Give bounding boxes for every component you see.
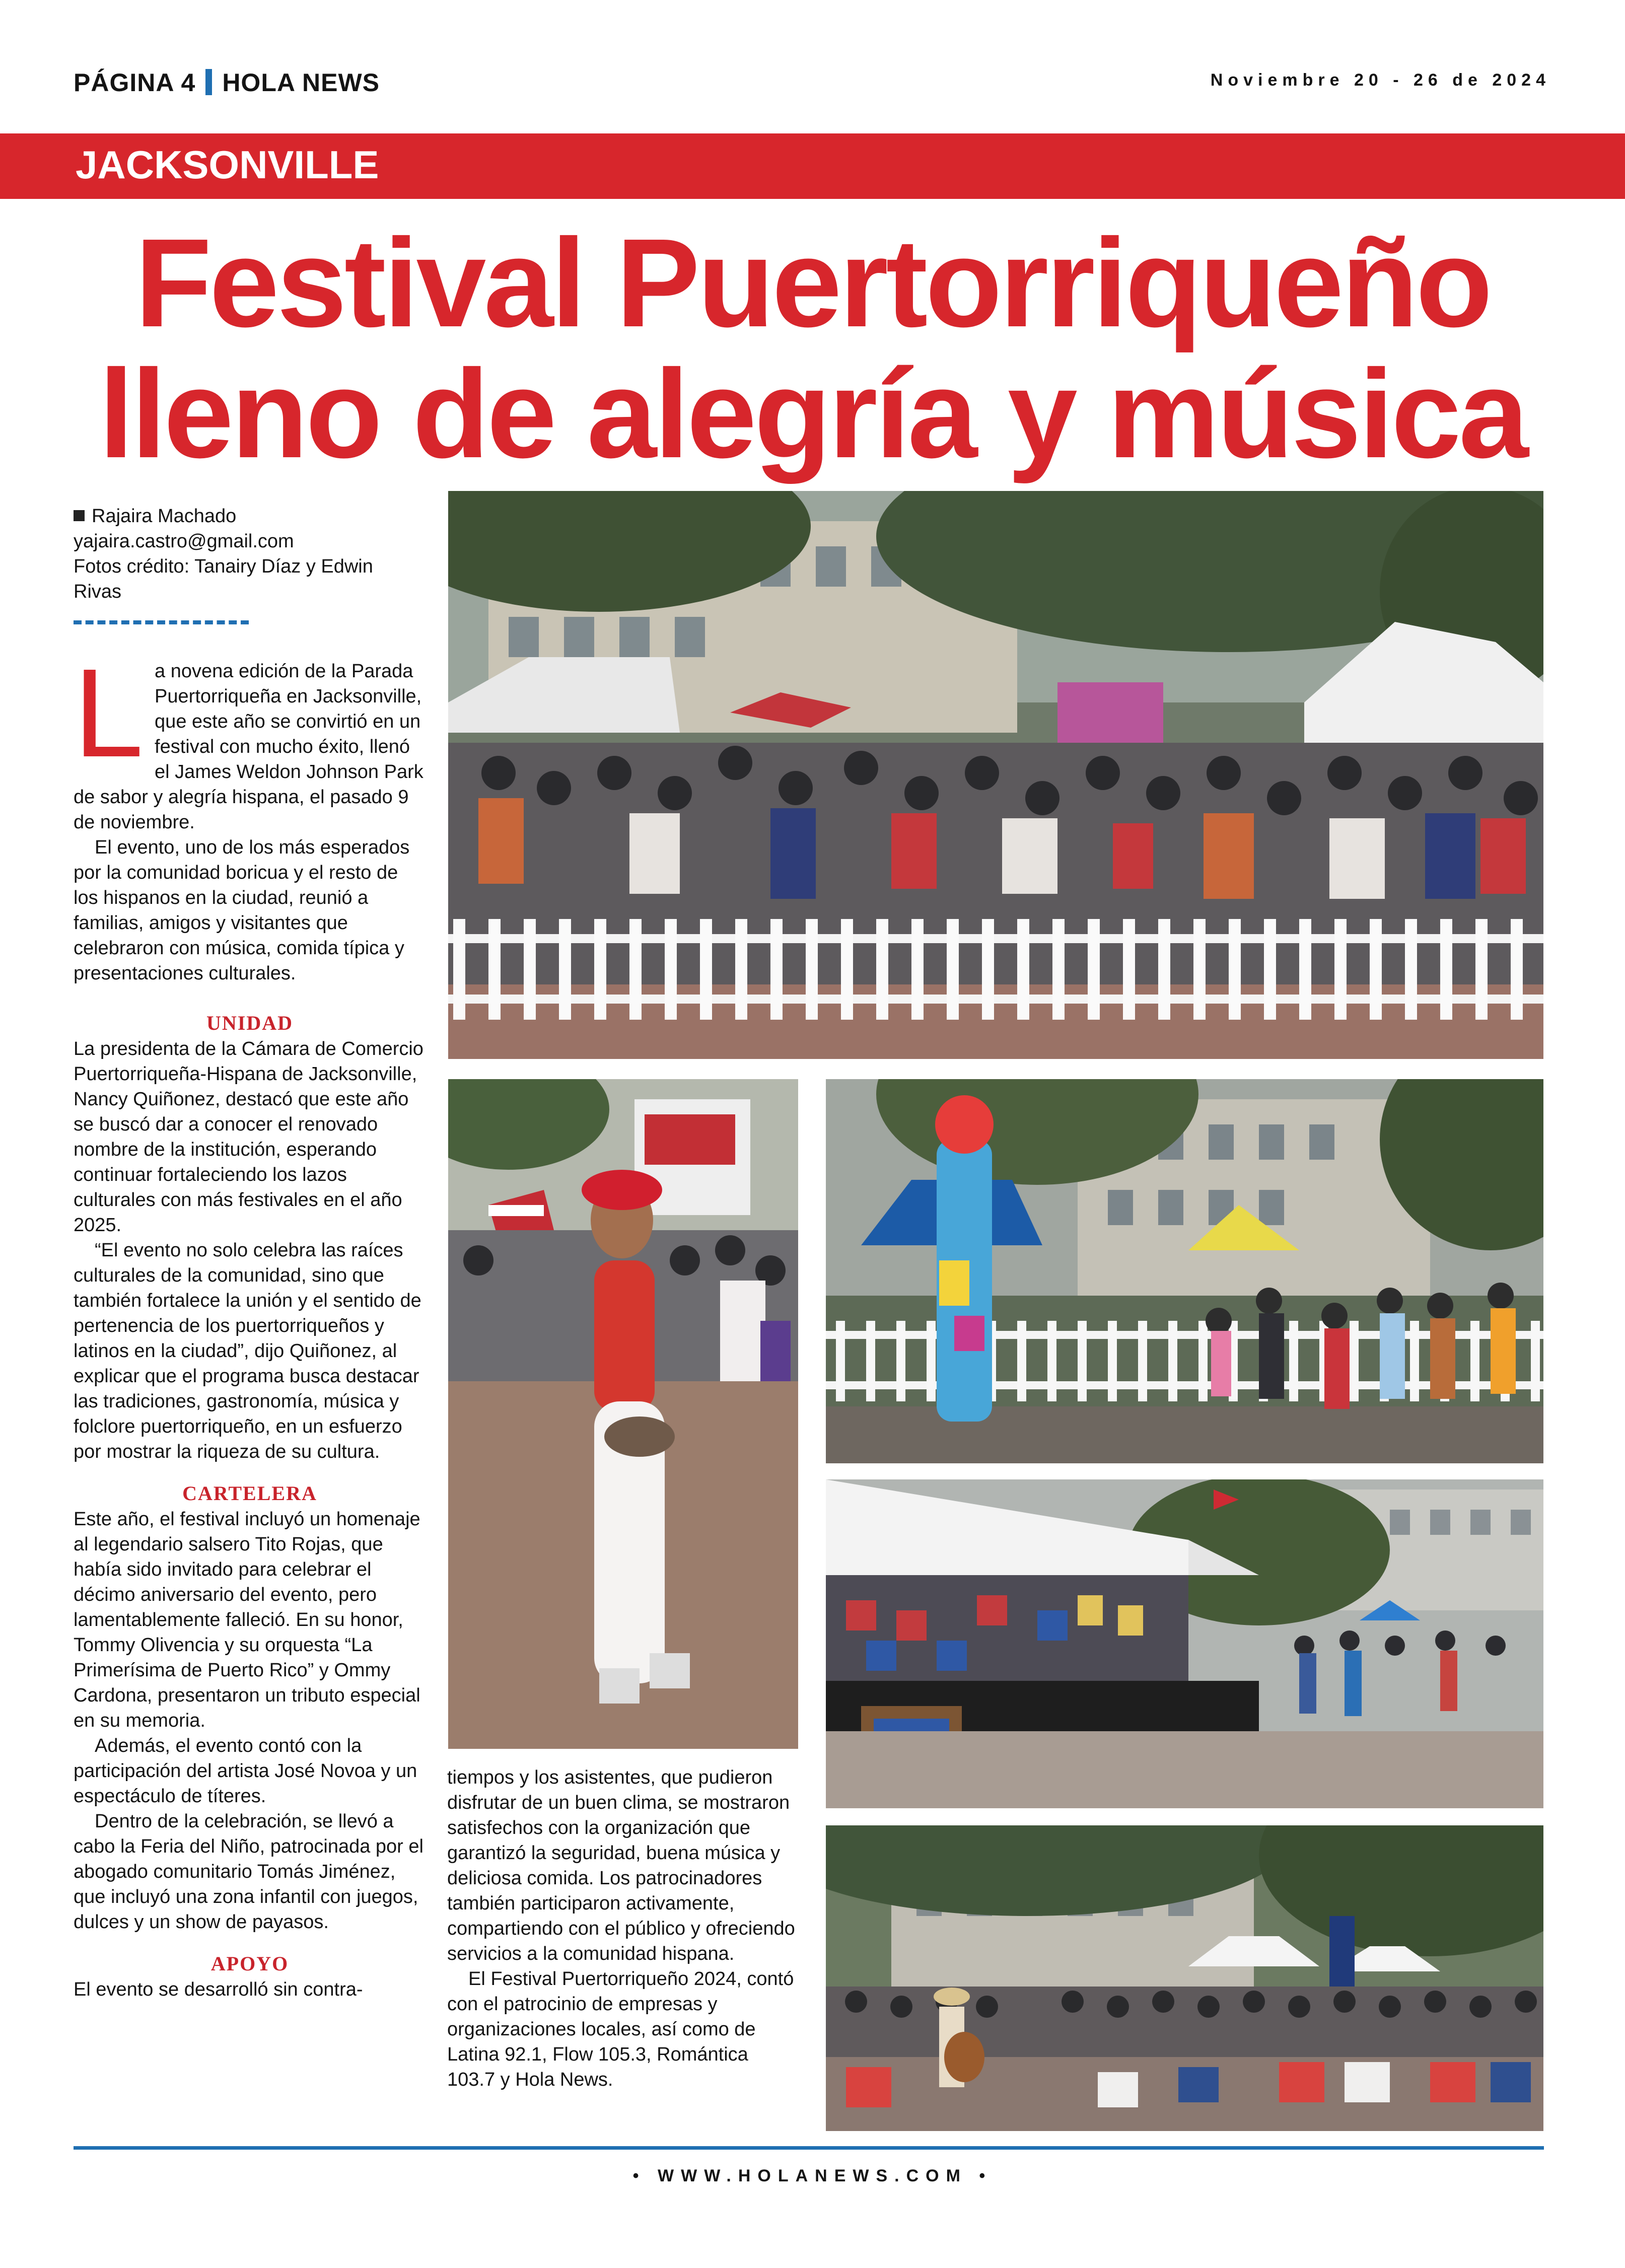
photo-clown-kids [826, 1079, 1543, 1463]
paragraph: El Festival Puertorriqueño 2024, contó con el patrocinio de empresas y organizaciones locales, así como de Latina 92.1, Flow 105.3, Romántica 103.7 y Hola News. [447, 1968, 794, 2090]
paragraph: “El evento no solo celebra las raíces culturales de la comunidad, sino que también fortalece la unión y el sentido de pertenencia de los puertorriqueños y latinos en la ciudad”, dijo Quiñonez, al explicar que el programa busca destacar las tradiciones, gastronomía, música y folclore puertorriqueño, en un esfuerzo por mostrar la riqueza de su cultura. [74, 1240, 421, 1462]
header-divider [205, 69, 212, 95]
paragraph: Dentro de la celebración, se llevó a cabo la Feria del Niño, patrocinada por el abogado comunitario Tomás Jiménez, que incluyó una zona infantil con juegos, dulces y un show de payasos. [74, 1811, 423, 1933]
headline-line-1: Festival Puertorriqueño [134, 212, 1491, 353]
drop-cap: L [74, 643, 144, 783]
photo-crowd-park [448, 491, 1543, 1059]
issue-date: Noviembre 20 - 26 de 2024 [1210, 70, 1550, 90]
section-label: JACKSONVILLE [76, 143, 379, 187]
bullet-square-icon [74, 510, 85, 521]
photo-woman-dancing [448, 1079, 798, 1749]
publication-name: HOLA NEWS [222, 68, 380, 97]
page-number: PÁGINA 4 [74, 68, 196, 97]
byline [74, 504, 426, 604]
footer-divider [74, 2146, 1544, 2150]
author-email[interactable]: yajaira.castro@gmail.com [74, 531, 294, 552]
headline [50, 212, 1575, 484]
article-column-2 [447, 1765, 797, 2092]
paragraph: El evento se desarrolló sin contra- [74, 1979, 363, 2000]
paragraph-intro: a novena edición de la Parada Puertorriqueña en Jacksonville, que este año se convirtió en un festival con mucho éxito, llenó el James Weldon Johnson Park de sabor y alegría hispana, el pasado 9 de noviembre. [74, 661, 423, 833]
subhead-unidad: UNIDAD [206, 1012, 293, 1034]
photo-credit: Fotos crédito: Tanairy Díaz y Edwin Rivas [74, 556, 373, 602]
photo-vendor-tents [826, 1479, 1543, 1808]
paragraph: El evento, uno de los más esperados por la comunidad boricua y el resto de los hispanos en la ciudad, reunió a familias, amigos y visitantes que celebraron con música, comida típica y presentaciones culturales. [74, 837, 410, 984]
author-name: Rajaira Machado [92, 506, 237, 527]
subhead-apoyo: APOYO [210, 1952, 289, 1975]
headline-line-2: lleno de alegría y música [99, 343, 1526, 484]
paragraph: Además, el evento contó con la participación del artista José Novoa y un espectáculo de títeres. [74, 1735, 417, 1807]
paragraph: La presidenta de la Cámara de Comercio Puertorriqueña-Hispana de Jacksonville, Nancy Quiñonez, destacó que este año se buscó dar a conocer el renovado nombre de la institución, esperando continuar fortaleciendo los lazos culturales con más festivales en el año 2025. [74, 1038, 423, 1236]
byline-divider [74, 620, 249, 624]
paragraph: tiempos y los asistentes, que pudieron disfrutar de un buen clima, se mostraron satisfechos con la organización que garantizó la seguridad, buena música y deliciosa comida. Los patrocinadores también participaron activamente, compartiendo con el público y ofreciendo servicios a la comunidad hispana. [447, 1767, 795, 1964]
subhead-cartelera: CARTELERA [182, 1482, 317, 1505]
footer-website-link[interactable]: • WWW.HOLANEWS.COM • [632, 2166, 993, 2185]
photo-park-musicians [826, 1825, 1543, 2131]
paragraph: Este año, el festival incluyó un homenaje al legendario salsero Tito Rojas, que había sido invitado para celebrar el décimo aniversario del evento, pero lamentablemente falleció. En su honor, Tommy Olivencia y su orquesta “La Primerísima de Puerto Rico” y Ommy Cardona, presentaron un tributo especial en su memoria. [74, 1509, 420, 1731]
page-header [74, 68, 380, 97]
article-column-1 [74, 643, 426, 2002]
